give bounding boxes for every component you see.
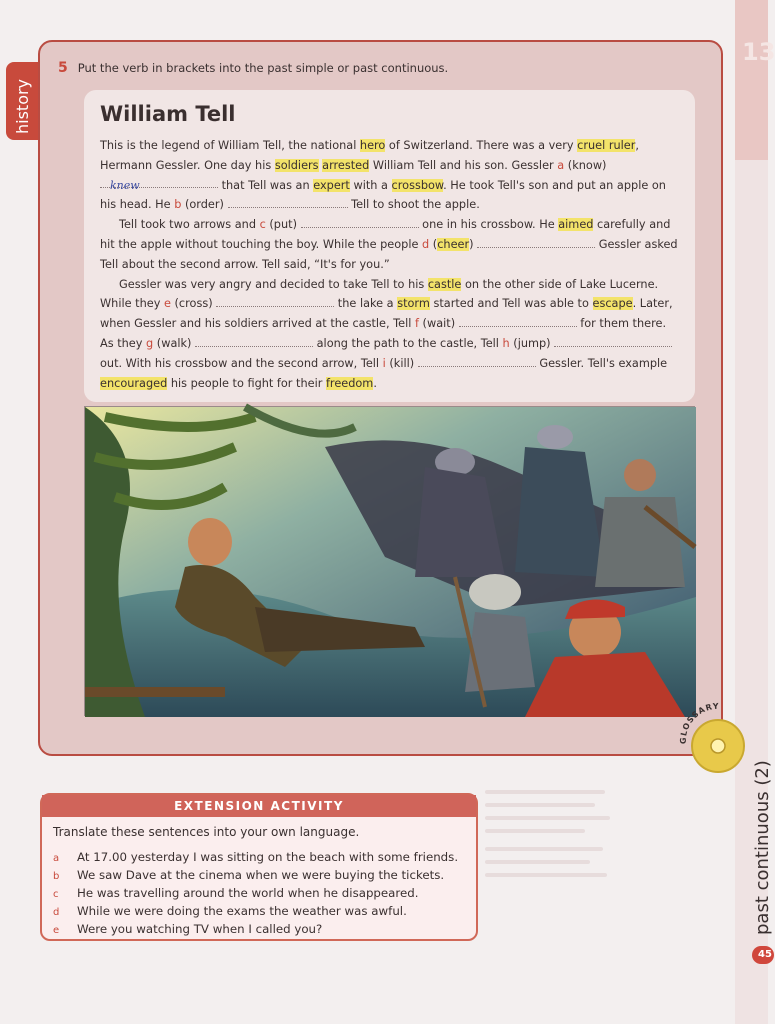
extension-intro: Translate these sentences into your own language.	[53, 825, 360, 839]
answer-blank-f[interactable]	[459, 315, 577, 327]
extension-activity-box	[40, 793, 478, 941]
story-title: William Tell	[100, 102, 236, 126]
answer-blank-c[interactable]	[301, 216, 419, 228]
glossary-cd-icon	[676, 700, 756, 780]
glossary-label: GLOSSARY	[678, 701, 720, 745]
extension-item: c He was travelling around the world when he disappeared.	[53, 886, 419, 900]
answer-blank-e[interactable]	[216, 295, 334, 307]
extension-item: b We saw Dave at the cinema when we were buying the tickets.	[53, 868, 445, 882]
faint-background-text	[485, 790, 615, 910]
exercise-number: 5	[58, 60, 68, 76]
story-box	[84, 90, 695, 402]
page-number-badge: 45	[752, 946, 774, 964]
extension-item: e Were you watching TV when I called you?	[53, 922, 323, 936]
answer-blank-i[interactable]	[418, 355, 536, 367]
extension-item: a At 17.00 yesterday I was sitting on the beach with some friends.	[53, 850, 459, 864]
handwritten-answer: knew	[110, 178, 140, 192]
storm-illustration	[84, 406, 695, 716]
glossary-audio-button[interactable]	[676, 700, 756, 780]
answer-blank-b[interactable]	[228, 196, 348, 208]
answer-blank-h[interactable]	[554, 335, 672, 347]
vertical-section-title: past continuous (2)	[752, 760, 773, 935]
answer-blank-d[interactable]	[477, 236, 595, 248]
answer-blank-a[interactable]	[100, 176, 218, 192]
extension-title: EXTENSION ACTIVITY	[42, 795, 476, 817]
unit-number: 13	[742, 38, 775, 66]
right-top-block	[735, 0, 768, 160]
answer-blank-g[interactable]	[195, 335, 313, 347]
exercise-panel	[38, 40, 723, 756]
extension-item: d While we were doing the exams the weather was awful.	[53, 904, 407, 918]
exercise-instruction	[58, 60, 448, 76]
story-text: This is the legend of William Tell, the national hero of Switzerland. There was a very cruel ruler, Hermann Gessler. One day his soldiers arrested William Tell and his son. Gessler a (know) knew that Tell was an expert with a crossbow. He took Tell's son and put an apple on his head. He b (order) Tell to shoot the apple. Tell took two arrows and c (put) one in his crossbow. He aimed carefully and hit the apple without touching the boy. While the people d (cheer) Gessler asked Tell about the second arrow. Tell said, “It's for you.” Gessler was very angry and decided to take Tell to his castle on the other side of Lake Lucerne. While they e (cross) the lake a storm started and Tell was able to escape. Later, when Gessler and his soldiers arrived at the castle, Tell f (wait) for them there. As they g (walk) along the path to the castle, Tell h (jump) out. With his crossbow and the second arrow, Tell i (kill) Gessler. Tell's example encouraged his people to fight for their freedom.	[100, 139, 678, 390]
history-tab	[6, 62, 38, 140]
extension-list	[53, 849, 458, 939]
illustration-art	[85, 407, 696, 717]
exercise-instruction-text: Put the verb in brackets into the past simple or past continuous.	[77, 61, 449, 75]
history-tab-label: history	[13, 78, 32, 134]
